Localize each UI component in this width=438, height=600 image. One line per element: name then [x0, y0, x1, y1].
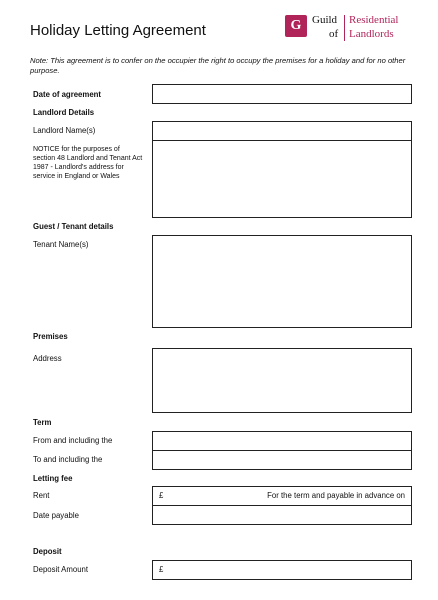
from-including-label: From and including the: [33, 436, 113, 445]
address-label: Address: [33, 354, 62, 363]
deposit-currency-symbol: £: [159, 565, 164, 574]
landlord-details-heading: Landlord Details: [33, 108, 95, 117]
address-field[interactable]: [152, 348, 412, 413]
date-payable-label: Date payable: [33, 511, 79, 520]
deposit-amount-field[interactable]: [152, 560, 412, 580]
from-including-field[interactable]: [152, 431, 412, 451]
landlord-notice-label: NOTICE for the purposes of section 48 Landlord and Tenant Act 1987 - Landlord's address for service in England or Wales: [33, 146, 143, 180]
logo-word-of: of: [329, 28, 339, 40]
rent-terms-text: For the term and payable in advance on: [267, 491, 405, 500]
rent-currency-symbol: £: [159, 491, 164, 500]
logo-word-guild: Guild: [312, 14, 338, 26]
guild-logo-icon: G: [285, 15, 307, 37]
rent-field[interactable]: [152, 486, 412, 506]
premises-heading: Premises: [33, 332, 68, 341]
date-of-agreement-field[interactable]: [152, 84, 412, 104]
tenant-names-field[interactable]: [152, 235, 412, 328]
landlord-address-field[interactable]: [152, 140, 412, 218]
logo-word-landlords: Landlords: [349, 28, 394, 40]
tenant-names-label: Tenant Name(s): [33, 240, 89, 249]
letting-fee-heading: Letting fee: [33, 474, 73, 483]
page-title: Holiday Letting Agreement: [30, 22, 206, 39]
date-payable-field[interactable]: [152, 505, 412, 525]
deposit-amount-label: Deposit Amount: [33, 565, 89, 574]
rent-label: Rent: [33, 491, 50, 500]
to-including-label: To and including the: [33, 455, 103, 464]
deposit-heading: Deposit: [33, 547, 62, 556]
tenant-details-heading: Guest / Tenant details: [33, 222, 114, 231]
purpose-note: Note: This agreement is to confer on the occupier the right to occupy the premises for a holiday and for no other purpose.: [30, 56, 406, 75]
logo-divider: [344, 15, 345, 41]
date-of-agreement-label: Date of agreement: [33, 90, 102, 99]
landlord-names-label: Landlord Name(s): [33, 126, 96, 135]
term-heading: Term: [33, 418, 52, 427]
landlord-names-field[interactable]: [152, 121, 412, 141]
guild-logo: [285, 14, 425, 46]
to-including-field[interactable]: [152, 450, 412, 470]
logo-word-residential: Residential: [349, 14, 399, 26]
